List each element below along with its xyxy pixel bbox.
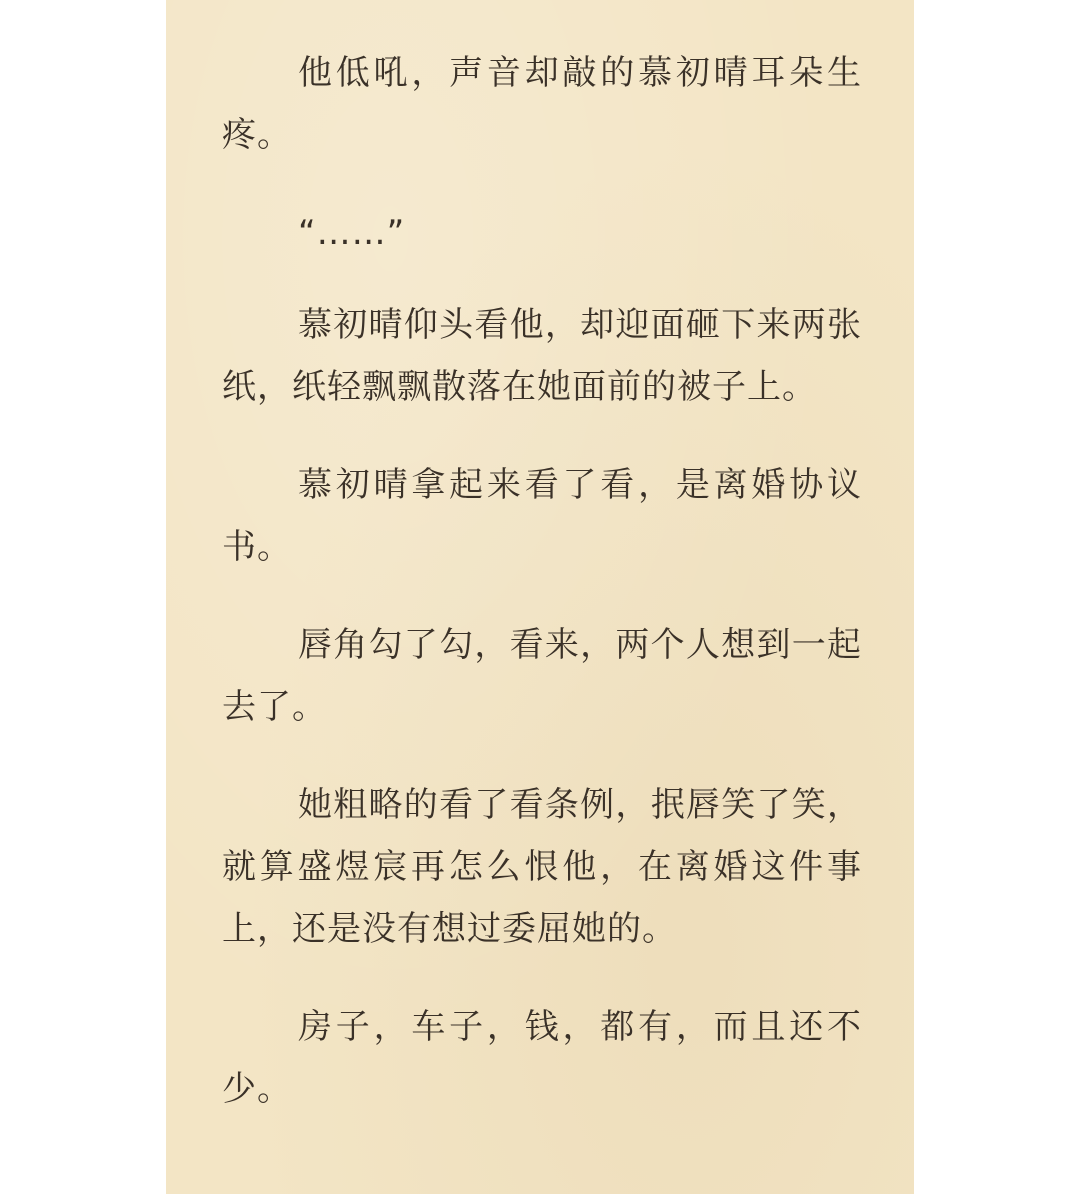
reading-text	[222, 42, 862, 1156]
paragraph-7: 房子，车子，钱，都有，而且还不少。	[222, 1007, 862, 1109]
paragraph-4: 慕初晴拿起来看了看，是离婚协议书。	[222, 465, 862, 567]
paragraph-2: “……”	[298, 213, 406, 253]
paragraph-5: 唇角勾了勾，看来，两个人想到一起去了。	[222, 625, 862, 727]
paragraph-3: 慕初晴仰头看他，却迎面砸下来两张纸，纸轻飘飘散落在她面前的被子上。	[222, 305, 862, 407]
paragraph-6: 她粗略的看了看条例，抿唇笑了笑，就算盛煜宸再怎么恨他，在离婚这件事上，还是没有想过委屈她的。	[222, 785, 862, 949]
paragraph-1: 他低吼，声音却敲的慕初晴耳朵生疼。	[222, 53, 862, 155]
